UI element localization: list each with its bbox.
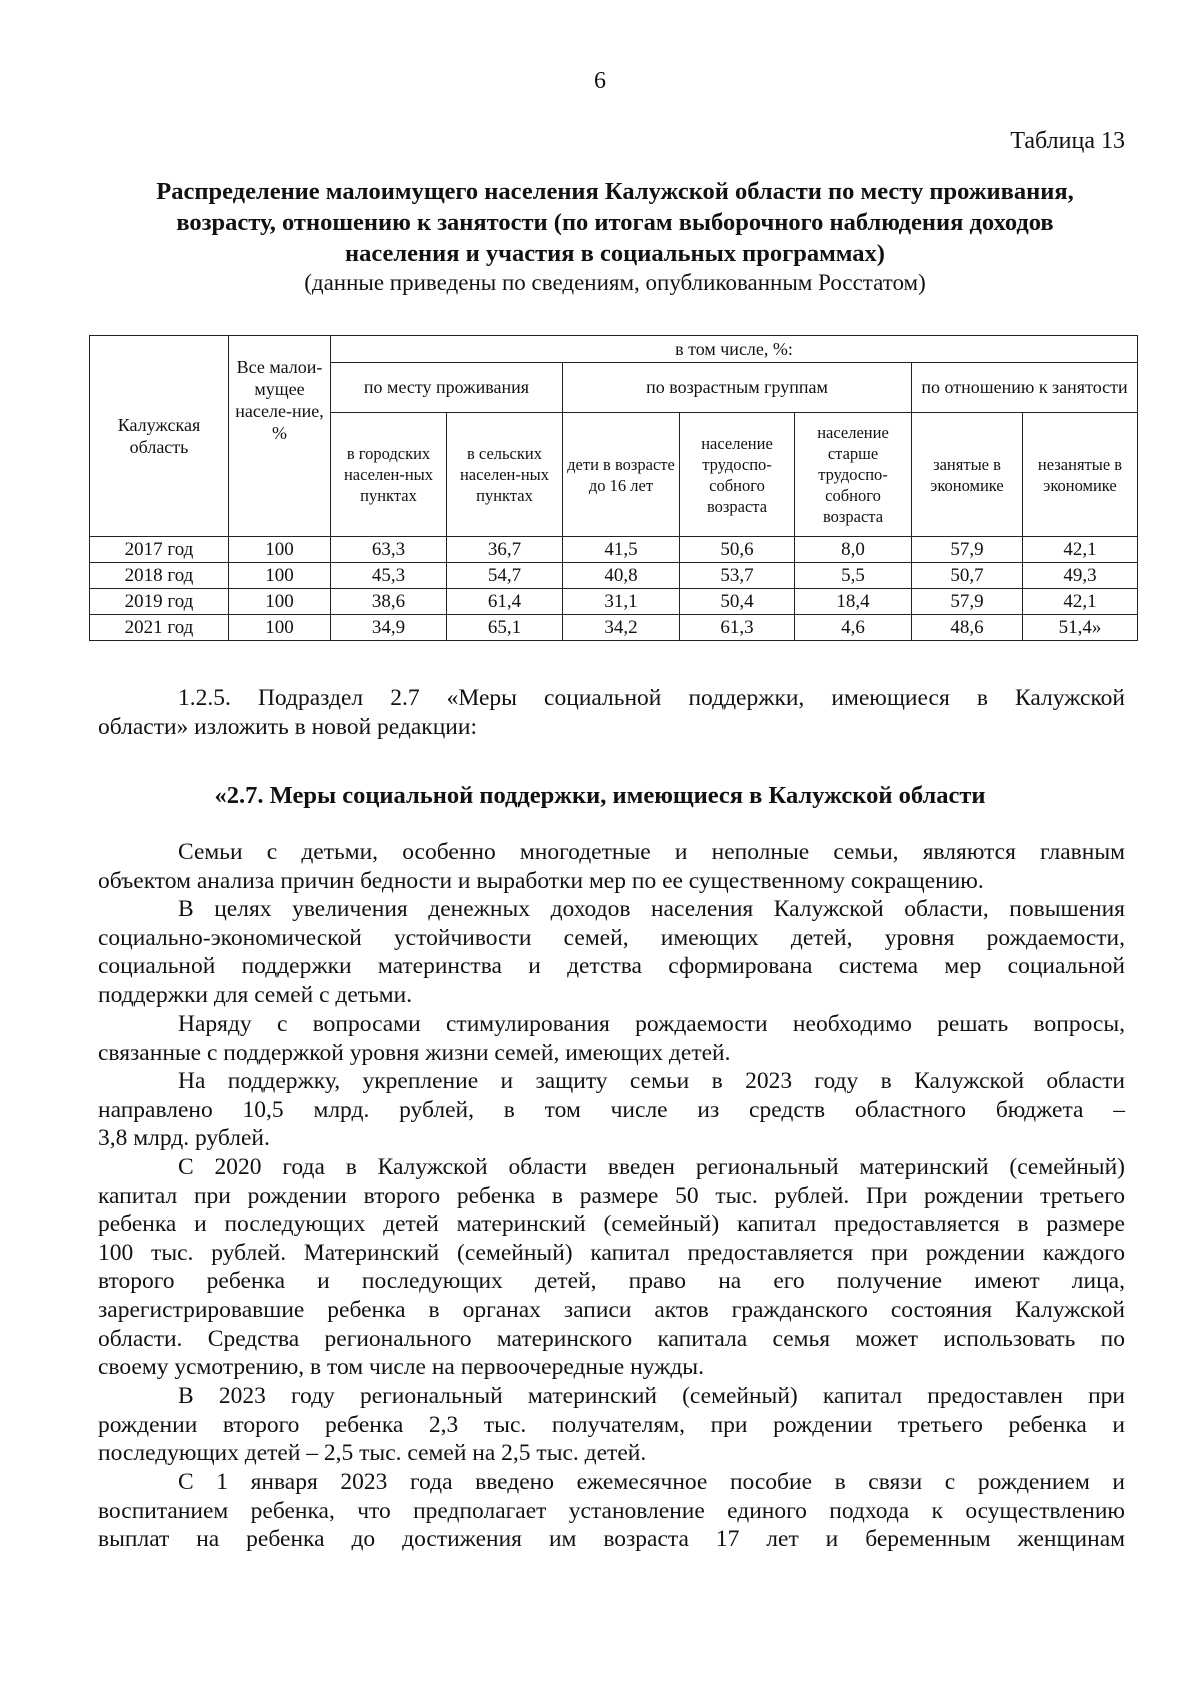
- cell-children: 40,8: [563, 563, 680, 589]
- table-subtitle: (данные приведены по сведениям, опубликованным Росстатом): [304, 270, 926, 295]
- cell-working-age: 53,7: [680, 563, 795, 589]
- header-region: Калужская область: [90, 336, 229, 537]
- cell-unemployed: 51,4»: [1023, 615, 1138, 641]
- paragraph-goals: В целях увеличения денежных доходов населения Калужской области, повышения социально-экономической устойчивости семей, имеющих детей, уровня рождаемости, социальной поддержки материнства и детства сформирована система мер социальной поддержки для семей с детьми.: [98, 896, 1125, 1008]
- cell-rural: 36,7: [447, 537, 563, 563]
- header-group-employment: по отношению к занятости: [912, 363, 1138, 413]
- cell-urban: 63,3: [331, 537, 447, 563]
- paragraph-birthrate: Наряду с вопросами стимулирования рождаемости необходимо решать вопросы, связанные с поддержкой уровня жизни семей, имеющих детей.: [98, 1011, 1125, 1066]
- cell-working-age: 50,6: [680, 537, 795, 563]
- header-rural: в сельских населен-ных пунктах: [447, 413, 563, 537]
- header-children: дети в возрасте до 16 лет: [563, 413, 680, 537]
- cell-rural: 54,7: [447, 563, 563, 589]
- amendment-paragraph: 1.2.5. Подраздел 2.7 «Меры социальной поддержки, имеющиеся в Калужской области» изложить в новой редакции:: [98, 685, 1125, 740]
- cell-all: 100: [229, 615, 331, 641]
- title-line: возрасту, отношению к занятости (по итогам выборочного наблюдения доходов: [176, 209, 1054, 236]
- poverty-distribution-table: [89, 335, 1138, 641]
- table-row: [90, 563, 1138, 589]
- cell-unemployed: 42,1: [1023, 589, 1138, 615]
- cell-rural: 61,4: [447, 589, 563, 615]
- cell-all: 100: [229, 563, 331, 589]
- table-row: [90, 589, 1138, 615]
- header-working-age: население трудоспо-собного возраста: [680, 413, 795, 537]
- cell-rural: 65,1: [447, 615, 563, 641]
- paragraph-funding: На поддержку, укрепление и защиту семьи в 2023 году в Калужской области направлено 10,5 млрд. рублей, в том числе из средств областного бюджета – 3,8 млрд. рублей.: [98, 1068, 1125, 1152]
- cell-unemployed: 49,3: [1023, 563, 1138, 589]
- cell-year: 2017 год: [90, 537, 229, 563]
- cell-older: 8,0: [795, 537, 912, 563]
- cell-working-age: 61,3: [680, 615, 795, 641]
- table-row: [90, 537, 1138, 563]
- cell-urban: 38,6: [331, 589, 447, 615]
- header-all-poor: Все малои-мущее населе-ние, %: [229, 336, 331, 537]
- cell-unemployed: 42,1: [1023, 537, 1138, 563]
- page-number: 6: [594, 68, 606, 94]
- table-title: [90, 176, 1140, 269]
- cell-working-age: 50,4: [680, 589, 795, 615]
- paragraph-monthly-allowance: С 1 января 2023 года введено ежемесячное пособие в связи с рождением и воспитанием ребенка, что предполагает установление единого подхода к осуществлению выплат на ребенка до достижения им возраста 17 лет и беременным женщинам: [98, 1469, 1125, 1553]
- cell-urban: 45,3: [331, 563, 447, 589]
- cell-older: 5,5: [795, 563, 912, 589]
- cell-employed: 50,7: [912, 563, 1023, 589]
- cell-older: 4,6: [795, 615, 912, 641]
- header-group-residence: по месту проживания: [331, 363, 563, 413]
- cell-children: 31,1: [563, 589, 680, 615]
- title-line: населения и участия в социальных программах): [345, 240, 885, 267]
- header-unemployed: незанятые в экономике: [1023, 413, 1138, 537]
- table-row: [90, 615, 1138, 641]
- header-including: в том числе, %:: [331, 336, 1138, 363]
- table-label: Таблица 13: [1010, 128, 1125, 154]
- header-older: население старше трудоспо-собного возраста: [795, 413, 912, 537]
- header-urban: в городских населен-ных пунктах: [331, 413, 447, 537]
- cell-year: 2018 год: [90, 563, 229, 589]
- cell-older: 18,4: [795, 589, 912, 615]
- paragraph-families: Семьи с детьми, особенно многодетные и неполные семьи, являются главным объектом анализа причин бедности и выработки мер по ее существенному сокращению.: [98, 839, 1125, 894]
- cell-children: 41,5: [563, 537, 680, 563]
- cell-employed: 48,6: [912, 615, 1023, 641]
- cell-employed: 57,9: [912, 589, 1023, 615]
- header-employed: занятые в экономике: [912, 413, 1023, 537]
- cell-all: 100: [229, 589, 331, 615]
- paragraph-2023-recipients: В 2023 году региональный материнский (семейный) капитал предоставлен при рождении второго ребенка 2,3 тыс. получателям, при рождении третьего ребенка и последующих детей – 2,5 тыс. семей на 2,5 тыс. детей.: [98, 1383, 1125, 1467]
- header-group-age: по возрастным группам: [563, 363, 912, 413]
- cell-employed: 57,9: [912, 537, 1023, 563]
- cell-year: 2021 год: [90, 615, 229, 641]
- title-line: Распределение малоимущего населения Калужской области по месту проживания,: [156, 178, 1074, 205]
- cell-urban: 34,9: [331, 615, 447, 641]
- cell-children: 34,2: [563, 615, 680, 641]
- paragraph-maternity-capital: С 2020 года в Калужской области введен региональный материнский (семейный) капитал при рождении второго ребенка в размере 50 тыс. рублей. При рождении третьего ребенка и последующих детей материнский (семейный) капитал предоставляется в размере 100 тыс. рублей. Материнский (семейный) капитал предоставляется при рождении каждого второго ребенка и последующих детей, право на его получение имеют лица, зарегистрировавшие ребенка в органах записи актов гражданского состояния Калужской области. Средства регионального материнского капитала семья может использовать по своему усмотрению, в том числе на первоочередные нужды.: [98, 1154, 1125, 1381]
- section-heading: «2.7. Меры социальной поддержки, имеющиеся в Калужской области: [214, 782, 986, 809]
- cell-all: 100: [229, 537, 331, 563]
- cell-year: 2019 год: [90, 589, 229, 615]
